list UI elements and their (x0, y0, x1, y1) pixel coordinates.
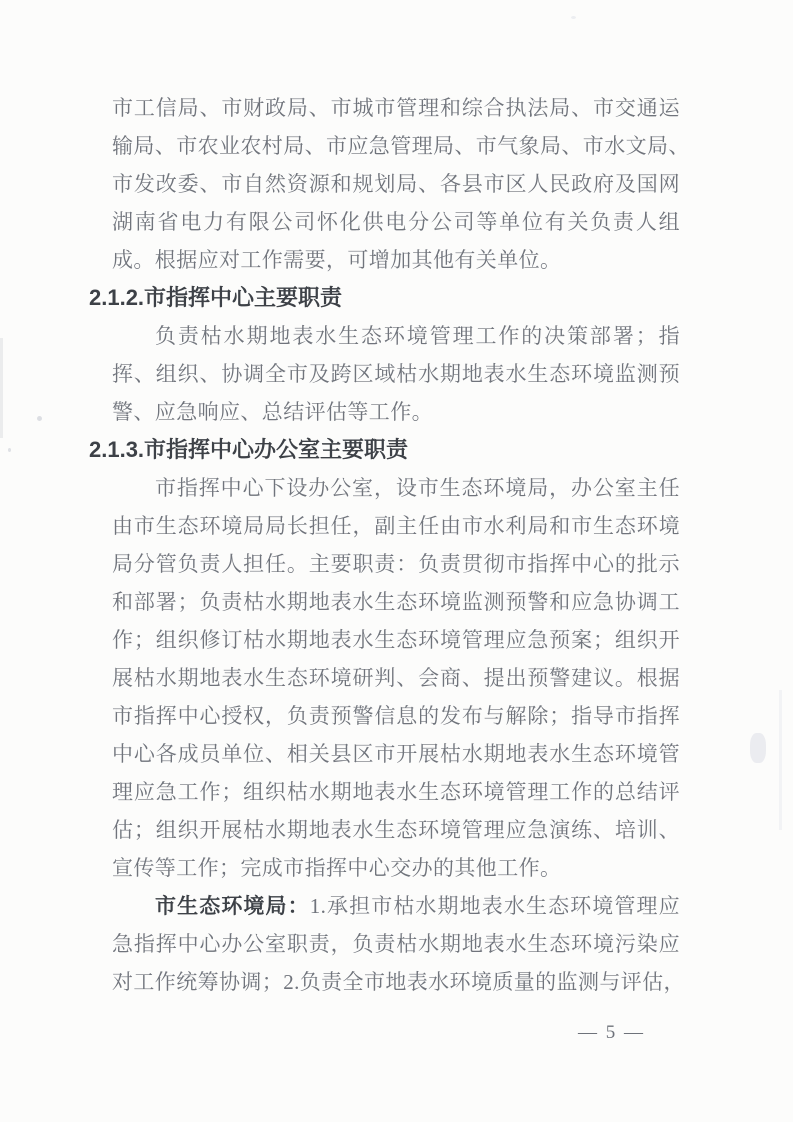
text-line (112, 165, 680, 203)
text-segment: 市指挥中心下设办公室，设市生态环境局，办公室主任 (155, 476, 680, 500)
scan-artifact (750, 733, 766, 763)
text-line (112, 621, 680, 659)
text-line (112, 811, 680, 849)
text-segment: 警、应急响应、总结评估等工作。 (112, 400, 433, 424)
text-segment: 理应急工作；组织枯水期地表水生态环境管理工作的总结评 (112, 780, 680, 804)
text-segment: 市指挥中心授权，负责预警信息的发布与解除；指导市指挥 (112, 704, 680, 728)
text-segment: 作；组织修订枯水期地表水生态环境管理应急预案；组织开 (112, 628, 680, 652)
text-line (112, 735, 680, 773)
scan-artifact (779, 690, 782, 830)
text-line (112, 583, 680, 621)
document-body (89, 89, 690, 1001)
text-line (112, 963, 685, 1001)
text-segment: 和部署；负责枯水期地表水生态环境监测预警和应急协调工 (112, 590, 680, 614)
text-segment: 1.承担市枯水期地表水生态环境管理应 (309, 894, 680, 918)
text-line (112, 773, 680, 811)
text-segment: 湖南省电力有限公司怀化供电分公司等单位有关负责人组 (112, 210, 680, 234)
scan-artifact (571, 16, 576, 19)
text-line (112, 241, 680, 279)
text-line (112, 925, 680, 963)
scan-artifact (37, 416, 42, 421)
paragraph-command-center-duties (112, 317, 680, 431)
heading-2-1-2: 2.1.2.市指挥中心主要职责 (89, 285, 343, 310)
text-line (112, 203, 680, 241)
text-line (112, 355, 680, 393)
text-segment: 估；组织开展枯水期地表水生态环境管理应急演练、培训、 (112, 818, 680, 842)
text-line (112, 393, 680, 431)
text-segment: 负责枯水期地表水生态环境管理工作的决策部署；指 (155, 324, 680, 348)
text-line (112, 887, 680, 925)
text-segment: 成。根据应对工作需要，可增加其他有关单位。 (112, 248, 562, 272)
text-line (112, 545, 680, 583)
text-segment: 急指挥中心办公室职责，负责枯水期地表水生态环境污染应 (112, 932, 680, 956)
paragraph-ecology-bureau-duties (112, 887, 685, 1001)
heading-2-1-3: 2.1.3.市指挥中心办公室主要职责 (89, 437, 409, 462)
text-line (112, 127, 690, 165)
text-line (112, 659, 680, 697)
text-segment: 对工作统筹协调；2.负责全市地表水环境质量的监测与评估， (112, 970, 685, 994)
paragraph-member-units (112, 89, 690, 279)
paragraph-office-duties (112, 469, 680, 887)
text-line (112, 697, 680, 735)
scan-artifact (0, 338, 3, 438)
text-segment: 由市生态环境局局长担任，副主任由市水利局和市生态环境 (112, 514, 680, 538)
text-segment: 宣传等工作；完成市指挥中心交办的其他工作。 (112, 856, 562, 880)
text-segment: 市发改委、市自然资源和规划局、各县市区人民政府及国网 (112, 172, 680, 196)
text-segment: 市工信局、市财政局、市城市管理和综合执法局、市交通运 (112, 96, 680, 120)
text-line (112, 317, 680, 355)
text-segment: 局分管负责人担任。主要职责：负责贯彻市指挥中心的批示 (112, 552, 680, 576)
scan-artifact (8, 448, 11, 452)
text-segment: 输局、市农业农村局、市应急管理局、市气象局、市水文局、 (112, 134, 690, 158)
text-line (112, 849, 680, 887)
text-segment: 中心各成员单位、相关县区市开展枯水期地表水生态环境管 (112, 742, 680, 766)
bold-lead-text: 市生态环境局： (155, 895, 310, 918)
text-line (112, 507, 680, 545)
page-number: — 5 — (578, 1022, 645, 1043)
text-line (112, 89, 680, 127)
text-segment: 展枯水期地表水生态环境研判、会商、提出预警建议。根据 (112, 666, 680, 690)
text-line (112, 469, 680, 507)
text-segment: 挥、组织、协调全市及跨区域枯水期地表水生态环境监测预 (112, 362, 680, 386)
